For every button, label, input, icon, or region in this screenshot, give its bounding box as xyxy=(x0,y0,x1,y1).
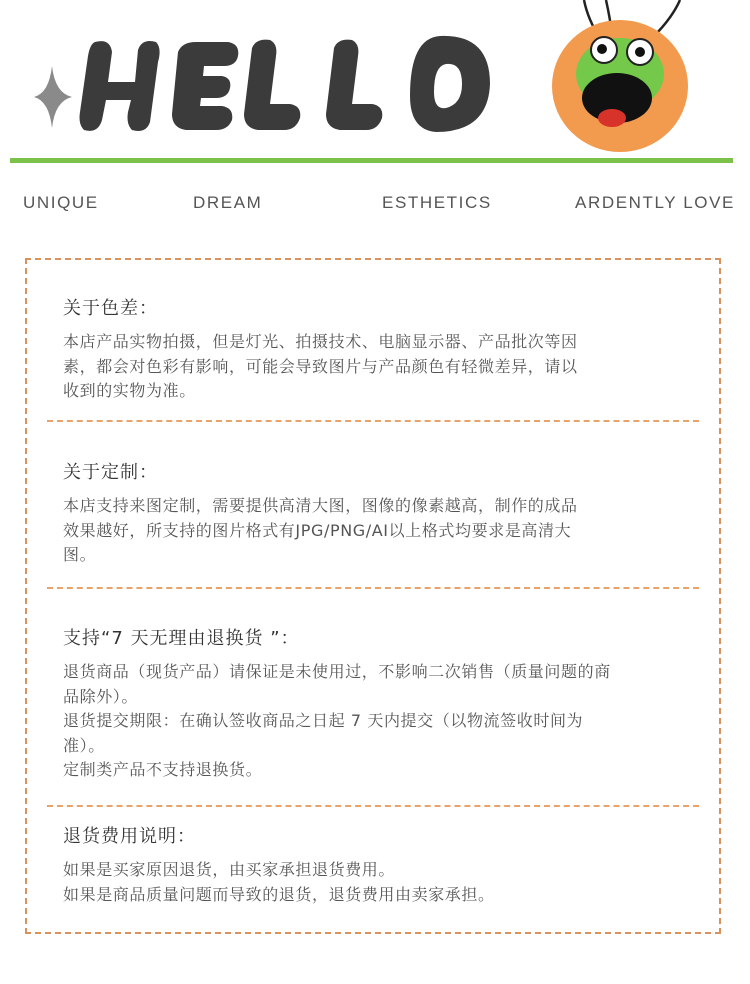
policy-box xyxy=(25,258,721,934)
tagline-dream: DREAM xyxy=(193,193,263,212)
hello-artwork xyxy=(0,0,750,165)
section-title: 关于定制： xyxy=(63,462,158,483)
section-return-fees xyxy=(63,822,683,907)
header-divider xyxy=(10,158,733,163)
sparkle-icon xyxy=(34,66,72,128)
section-title: 关于色差： xyxy=(63,298,158,319)
section-line: 如果是买家原因退货，由买家承担退货费用。 xyxy=(63,860,396,879)
section-line: 定制类产品不支持退换货。 xyxy=(63,760,263,779)
section-line: 退货商品（现货产品）请保证是未使用过，不影响二次销售（质量问题的商 xyxy=(63,662,611,681)
hero-banner xyxy=(0,0,750,165)
tagline-unique: UNIQUE xyxy=(23,193,99,212)
monster-illustration xyxy=(552,0,688,152)
section-line: 品除外）。 xyxy=(63,686,139,706)
section-line: 准）。 xyxy=(63,735,105,755)
tagline-esthetics: ESTHETICS xyxy=(382,193,492,212)
section-line: 图。 xyxy=(63,545,97,564)
section-line: 收到的实物为准。 xyxy=(63,381,196,400)
section-color-difference xyxy=(63,294,683,404)
section-divider xyxy=(47,805,699,807)
section-divider xyxy=(47,420,699,422)
tagline-ardently-love: ARDENTLY LOVE xyxy=(575,193,735,212)
section-customization xyxy=(63,458,683,568)
section-return-policy xyxy=(63,624,683,783)
section-line: 素，都会对色彩有影响，可能会导致图片与产品颜色有轻微差异，请以 xyxy=(63,356,578,376)
section-line: 如果是商品质量问题而导致的退货，退货费用由卖家承担。 xyxy=(63,884,495,904)
section-line: 本店支持来图定制，需要提供高清大图，图像的像素越高，制作的成品 xyxy=(63,496,578,515)
section-line: 本店产品实物拍摄，但是灯光、拍摄技术、电脑显示器、产品批次等因 xyxy=(63,332,578,351)
section-line: 退货提交期限：在确认签收商品之日起 7 天内提交（以物流签收时间为 xyxy=(63,711,584,730)
section-divider xyxy=(47,587,699,589)
section-title: 退货费用说明： xyxy=(63,826,196,847)
section-line: 效果越好，所支持的图片格式有JPG/PNG/AI以上格式均要求是高清大 xyxy=(63,520,572,540)
hello-letters xyxy=(80,36,491,132)
section-title: 支持“7 天无理由退换货 ”： xyxy=(63,628,300,649)
